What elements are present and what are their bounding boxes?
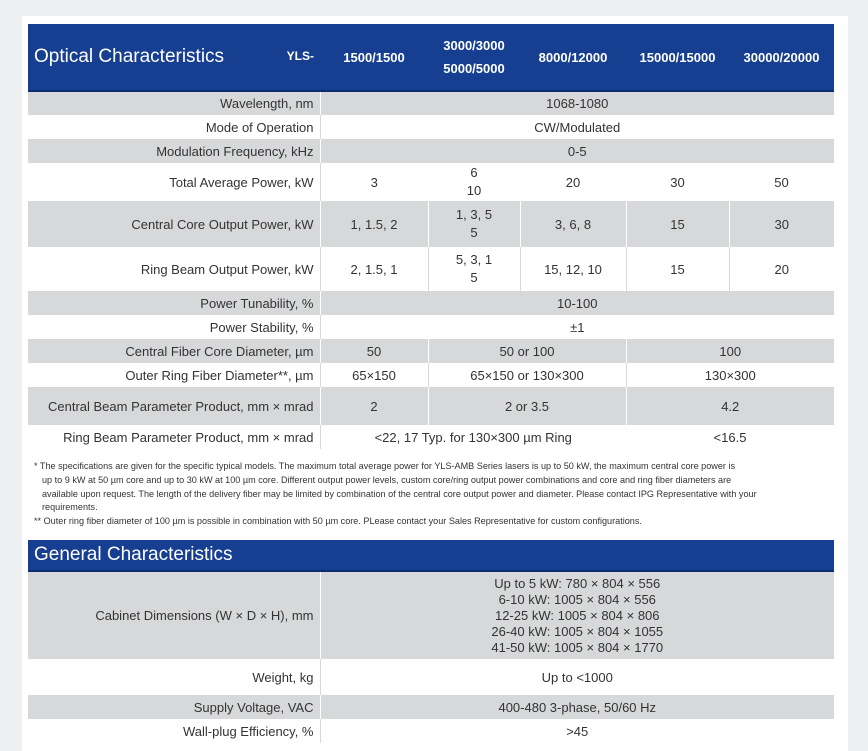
- optical-header-row: [28, 24, 834, 91]
- row-label: Central Beam Parameter Product, mm × mrad: [28, 387, 320, 425]
- footnotes: [34, 460, 824, 529]
- general-characteristics-table: [28, 540, 834, 743]
- row-ring-bpp: [28, 425, 834, 449]
- footnote-1: * The specifications are given for the specific typical models. The maximum total average power for YLS-AMB Series lasers is up to 50 kW, the maximum central core power is: [34, 461, 736, 471]
- model-col-1: 1500/1500: [320, 24, 428, 91]
- cell: 2, 1.5, 1: [320, 247, 428, 291]
- row-label: Ring Beam Parameter Product, mm × mrad: [28, 425, 320, 449]
- cell: 50 or 100: [428, 339, 626, 363]
- row-label: Mode of Operation: [28, 115, 320, 139]
- row-label: Outer Ring Fiber Diameter**, µm: [28, 363, 320, 387]
- general-title: General Characteristics: [28, 540, 834, 571]
- row-label: Weight, kg: [28, 659, 320, 695]
- row-value: 0-5: [320, 139, 834, 163]
- row-label: Wall-plug Efficiency, %: [28, 719, 320, 743]
- cell: 15: [626, 201, 729, 247]
- row-wavelength: [28, 91, 834, 115]
- row-ring-diameter: [28, 363, 834, 387]
- row-value: ±1: [320, 315, 834, 339]
- footnote-1-cont: available upon request. The length of the delivery fiber may be limited by combination of the central core output power and diameter. Please contact IPG Representative with your: [42, 488, 757, 499]
- row-label: Power Stability, %: [28, 315, 320, 339]
- cell: <16.5: [626, 425, 834, 449]
- row-label: Wavelength, nm: [28, 91, 320, 115]
- cell: 130×300: [626, 363, 834, 387]
- row-value: CW/Modulated: [320, 115, 834, 139]
- cell: 4.2: [626, 387, 834, 425]
- row-central-bpp: [28, 387, 834, 425]
- general-header-row: [28, 540, 834, 571]
- cell: 2 or 3.5: [428, 387, 626, 425]
- row-value: 400-480 3-phase, 50/60 Hz: [320, 695, 834, 719]
- row-tunability: [28, 291, 834, 315]
- model-col-5: 30000/20000: [729, 24, 834, 91]
- cell: 65×150: [320, 363, 428, 387]
- cell: 5, 3, 1 5: [428, 247, 520, 291]
- footnote-1-cont: requirements.: [42, 502, 98, 513]
- model-col-4: 15000/15000: [626, 24, 729, 91]
- optical-characteristics-table: [28, 24, 834, 449]
- row-label: Ring Beam Output Power, kW: [28, 247, 320, 291]
- row-label: Power Tunability, %: [28, 291, 320, 315]
- row-value: >45: [320, 719, 834, 743]
- row-mode: [28, 115, 834, 139]
- cell: 20: [729, 247, 834, 291]
- cell: <22, 17 Typ. for 130×300 µm Ring: [320, 425, 626, 449]
- row-label: Central Core Output Power, kW: [28, 201, 320, 247]
- cabinet-dimensions-values: Up to 5 kW: 780 × 804 × 556 6-10 kW: 1005 × 804 × 556 12-25 kW: 1005 × 804 × 806 26-40 kW: 1005 × 804 × 1055 41-50 kW: 1005 × 804 × 1770: [320, 571, 834, 659]
- model-col-2: 3000/3000 5000/5000: [428, 24, 520, 91]
- footnote-1-cont: up to 9 kW at 50 µm core and up to 30 kW at 100 µm core. Different output power levels, custom core/ring output power combinations and core and ring fiber diameters are: [42, 474, 732, 485]
- model-prefix: YLS-: [286, 49, 314, 63]
- model-col-3: 8000/12000: [520, 24, 626, 91]
- row-stability: [28, 315, 834, 339]
- cell: 50: [320, 339, 428, 363]
- row-label: Modulation Frequency, kHz: [28, 139, 320, 163]
- row-label: Central Fiber Core Diameter, µm: [28, 339, 320, 363]
- row-weight: [28, 659, 834, 695]
- row-supply-voltage: [28, 695, 834, 719]
- row-label: Total Average Power, kW: [28, 163, 320, 201]
- optical-title: [28, 24, 320, 91]
- cell: 6 10: [428, 163, 520, 201]
- row-modulation-frequency: [28, 139, 834, 163]
- row-value: 10-100: [320, 291, 834, 315]
- cell: 50: [729, 163, 834, 201]
- footnote-2: ** Outer ring fiber diameter of 100 µm is possible in combination with 50 µm core. PLease contact your Sales Representative for custom configurations.: [34, 516, 642, 527]
- row-ring-power: [28, 247, 834, 291]
- cell: 15: [626, 247, 729, 291]
- spec-sheet: [22, 16, 848, 751]
- row-label: Supply Voltage, VAC: [28, 695, 320, 719]
- row-label: Cabinet Dimensions (W × D × H), mm: [28, 571, 320, 659]
- cell: 1, 1.5, 2: [320, 201, 428, 247]
- row-core-diameter: [28, 339, 834, 363]
- row-value: 1068-1080: [320, 91, 834, 115]
- cell: 20: [520, 163, 626, 201]
- row-value: Up to <1000: [320, 659, 834, 695]
- optical-title-text: Optical Characteristics: [34, 46, 225, 67]
- row-efficiency: [28, 719, 834, 743]
- cell: 100: [626, 339, 834, 363]
- cell: 1, 3, 5 5: [428, 201, 520, 247]
- cell: 30: [626, 163, 729, 201]
- cell: 65×150 or 130×300: [428, 363, 626, 387]
- row-cabinet-dimensions: [28, 571, 834, 659]
- row-average-power: [28, 163, 834, 201]
- cell: 15, 12, 10: [520, 247, 626, 291]
- cell: 30: [729, 201, 834, 247]
- cell: 2: [320, 387, 428, 425]
- row-core-power: [28, 201, 834, 247]
- cell: 3: [320, 163, 428, 201]
- cell: 3, 6, 8: [520, 201, 626, 247]
